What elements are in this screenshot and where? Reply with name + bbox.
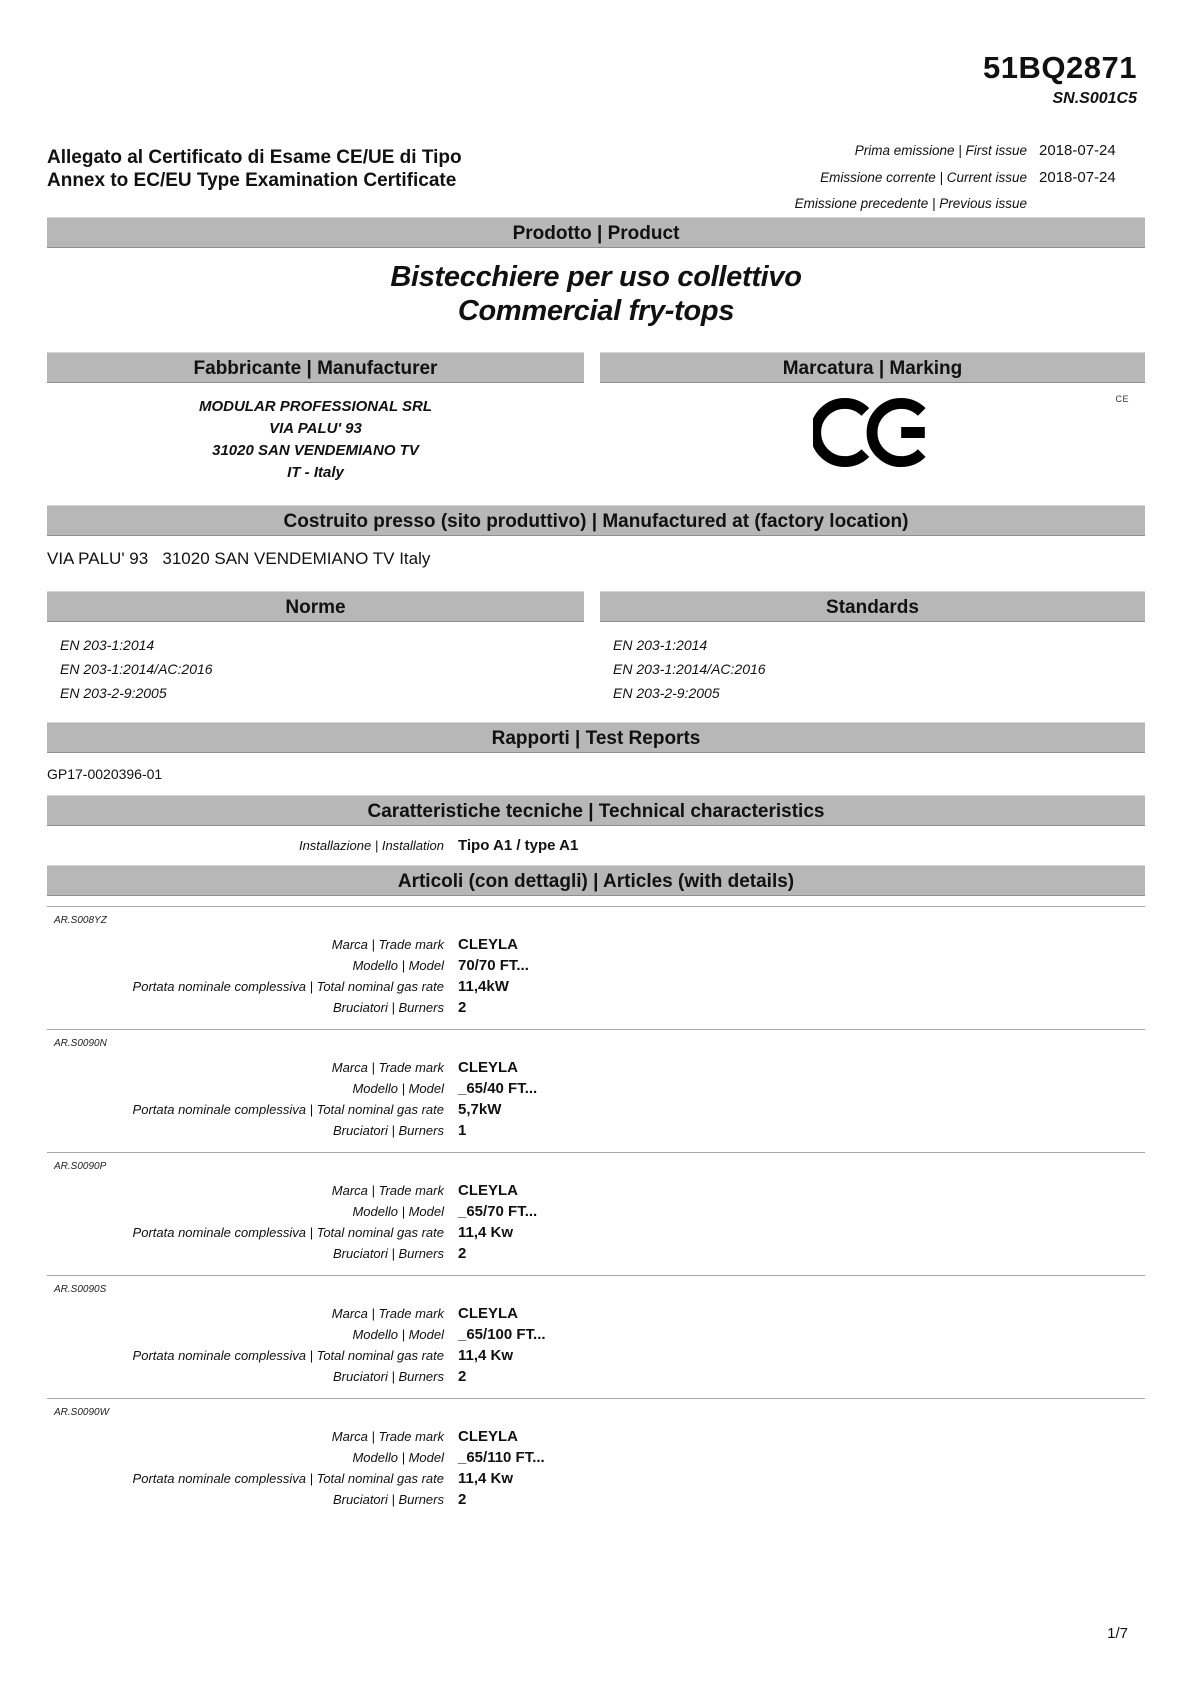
standard-item: EN 203-1:2014 [613, 637, 708, 653]
standards-list-en [600, 633, 1145, 705]
article-row [47, 1303, 1145, 1324]
article-block [47, 1398, 1145, 1521]
gas-rate-label: Portata nominale complessiva | Total nominal gas rate [132, 1225, 444, 1240]
article-code: AR.S0090P [54, 1161, 107, 1172]
model-label: Modello | Model [352, 1450, 444, 1465]
model-value: _65/110 FT... [458, 1449, 545, 1466]
annex-title [47, 142, 462, 211]
model-label: Modello | Model [352, 958, 444, 973]
issue-dates [795, 142, 1145, 211]
article-row [47, 1222, 1145, 1243]
burners-label: Bruciatori | Burners [332, 1000, 444, 1015]
doc-numbers [47, 50, 1145, 108]
product-title-it: Bistecchiere per uso collettivo [390, 261, 802, 293]
article-code: AR.S0090N [54, 1038, 107, 1049]
article-row [47, 1180, 1145, 1201]
burners-label: Bruciatori | Burners [332, 1246, 444, 1261]
article-code: AR.S0090W [54, 1407, 110, 1418]
standards-list-it [47, 633, 584, 705]
gas-rate-value: 11,4 Kw [458, 1347, 514, 1364]
manufacturer-street: VIA PALU' 93 [269, 420, 362, 437]
article-row [47, 1120, 1145, 1141]
article-block [47, 1275, 1145, 1398]
article-row [47, 976, 1145, 997]
annex-title-en: Annex to EC/EU Type Examination Certificate [47, 170, 457, 191]
burners-value: 2 [458, 1368, 467, 1385]
article-row [47, 1426, 1145, 1447]
installation-value: Tipo A1 / type A1 [458, 837, 579, 854]
article-row [47, 955, 1145, 976]
marking-column [600, 352, 1145, 484]
article-row [47, 1468, 1145, 1489]
model-label: Modello | Model [352, 1204, 444, 1219]
burners-value: 2 [458, 999, 467, 1016]
article-row [47, 1099, 1145, 1120]
section-bar-technical: Caratteristiche tecniche | Technical characteristics [47, 795, 1145, 826]
article-row [47, 1324, 1145, 1345]
trade-mark-label: Marca | Trade mark [331, 1183, 444, 1198]
trade-mark-label: Marca | Trade mark [331, 1306, 444, 1321]
trade-mark-label: Marca | Trade mark [331, 1060, 444, 1075]
first-issue-date: 2018-07-24 [1039, 142, 1116, 159]
section-bar-reports: Rapporti | Test Reports [47, 722, 1145, 753]
article-row [47, 1078, 1145, 1099]
ce-mark-wrap [600, 397, 1145, 473]
product-title-en: Commercial fry-tops [457, 295, 735, 327]
gas-rate-value: 5,7kW [458, 1101, 502, 1118]
section-bar-marking: Marcatura | Marking [600, 352, 1145, 383]
article-row [47, 1243, 1145, 1264]
test-report-number: GP17-0020396-01 [47, 766, 163, 782]
model-label: Modello | Model [352, 1327, 444, 1342]
standards-column-en [600, 591, 1145, 705]
section-bar-product: Prodotto | Product [47, 217, 1145, 248]
model-value: _65/40 FT... [458, 1080, 538, 1097]
product-title [47, 260, 1145, 328]
manufacturer-column [47, 352, 584, 484]
article-block [47, 1152, 1145, 1275]
model-label: Modello | Model [352, 1081, 444, 1096]
header-row [47, 142, 1145, 211]
article-block [47, 1029, 1145, 1152]
gas-rate-value: 11,4 Kw [458, 1470, 514, 1487]
manufacturer-name: MODULAR PROFESSIONAL SRL [198, 398, 433, 415]
section-bar-norme: Norme [47, 591, 584, 622]
trade-mark-value: CLEYLA [458, 936, 518, 953]
section-bar-factory: Costruito presso (sito produttivo) | Manufactured at (factory location) [47, 505, 1145, 536]
gas-rate-value: 11,4kW [458, 978, 509, 995]
trade-mark-value: CLEYLA [458, 1182, 518, 1199]
standard-item: EN 203-1:2014/AC:2016 [60, 661, 213, 677]
gas-rate-label: Portata nominale complessiva | Total nominal gas rate [132, 1102, 444, 1117]
burners-label: Bruciatori | Burners [332, 1123, 444, 1138]
article-code: AR.S0090S [54, 1284, 107, 1295]
current-issue-label: Emissione corrente | Current issue [820, 170, 1027, 185]
model-value: _65/100 FT... [458, 1326, 546, 1343]
standards-column-it [47, 591, 584, 705]
trade-mark-value: CLEYLA [458, 1305, 518, 1322]
article-code: AR.S008YZ [54, 915, 107, 926]
trade-mark-label: Marca | Trade mark [331, 937, 444, 952]
standard-item: EN 203-2-9:2005 [613, 685, 720, 701]
factory-address: VIA PALU' 93 31020 SAN VENDEMIANO TV Italy [47, 549, 431, 568]
first-issue-label: Prima emissione | First issue [854, 143, 1027, 158]
section-bar-manufacturer: Fabbricante | Manufacturer [47, 352, 584, 383]
standard-item: EN 203-1:2014/AC:2016 [613, 661, 766, 677]
model-value: _65/70 FT... [458, 1203, 538, 1220]
ce-mark-icon [813, 397, 933, 468]
standard-item: EN 203-2-9:2005 [60, 685, 167, 701]
burners-label: Bruciatori | Burners [332, 1369, 444, 1384]
current-issue-date: 2018-07-24 [1039, 169, 1116, 186]
manufacturer-address [47, 396, 584, 484]
trade-mark-value: CLEYLA [458, 1428, 518, 1445]
gas-rate-label: Portata nominale complessiva | Total nominal gas rate [132, 979, 444, 994]
previous-issue-label: Emissione precedente | Previous issue [794, 196, 1027, 211]
page-number: 1/7 [1107, 1625, 1128, 1642]
burners-label: Bruciatori | Burners [332, 1492, 444, 1507]
installation-label: Installazione | Installation [298, 838, 444, 853]
article-row [47, 1366, 1145, 1387]
manufacturer-marking-row [47, 352, 1145, 484]
article-row [47, 934, 1145, 955]
manufacturer-country: IT - Italy [287, 464, 344, 481]
gas-rate-value: 11,4 Kw [458, 1224, 514, 1241]
gas-rate-label: Portata nominale complessiva | Total nominal gas rate [132, 1348, 444, 1363]
article-row [47, 997, 1145, 1018]
section-bar-articles: Articoli (con dettagli) | Articles (with details) [47, 865, 1145, 896]
article-row [47, 1489, 1145, 1510]
model-value: 70/70 FT... [458, 957, 529, 974]
article-block [47, 906, 1145, 1029]
article-row [47, 1447, 1145, 1468]
burners-value: 2 [458, 1491, 467, 1508]
certificate-number: 51BQ2871 [983, 50, 1137, 85]
article-row [47, 1201, 1145, 1222]
ce-small-label: CE [1115, 394, 1129, 404]
standard-item: EN 203-1:2014 [60, 637, 155, 653]
standards-row [47, 591, 1145, 705]
annex-title-it: Allegato al Certificato di Esame CE/UE di Tipo [47, 147, 462, 168]
manufacturer-city: 31020 SAN VENDEMIANO TV [212, 442, 419, 459]
gas-rate-label: Portata nominale complessiva | Total nominal gas rate [132, 1471, 444, 1486]
trade-mark-label: Marca | Trade mark [331, 1429, 444, 1444]
burners-value: 2 [458, 1245, 467, 1262]
trade-mark-value: CLEYLA [458, 1059, 518, 1076]
article-row [47, 1345, 1145, 1366]
section-bar-standards: Standards [600, 591, 1145, 622]
articles-list [47, 906, 1145, 1521]
burners-value: 1 [458, 1122, 467, 1139]
certificate-code: SN.S001C5 [1052, 90, 1137, 107]
installation-row [47, 837, 1145, 854]
article-row [47, 1057, 1145, 1078]
